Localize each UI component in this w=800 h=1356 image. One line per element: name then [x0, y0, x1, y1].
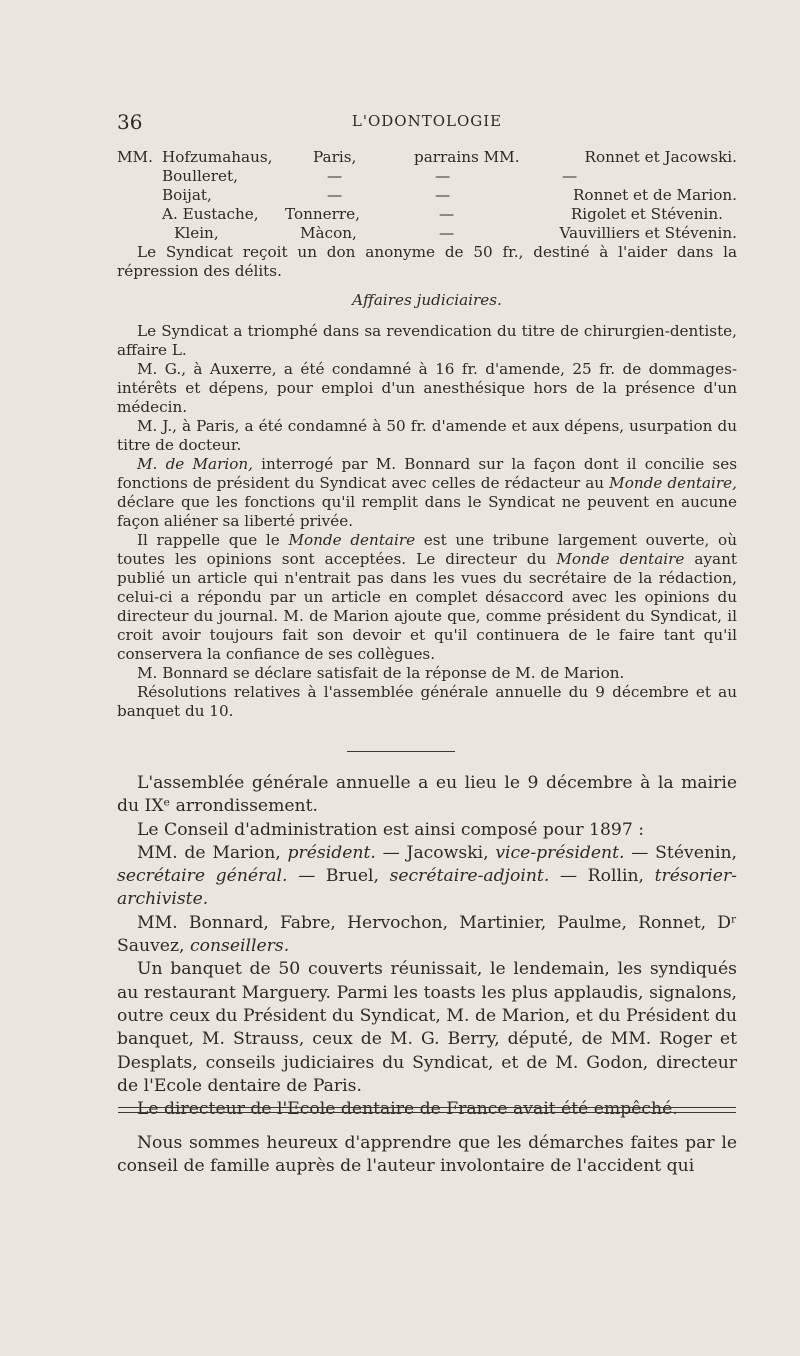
paragraph-assemblee: L'assemblée générale annuelle a eu lieu le 9 décembre à la mairie du IXᵉ arrondissement.: [117, 773, 737, 817]
member-role: —: [435, 186, 451, 204]
member-row: [117, 148, 737, 167]
member-city: —: [327, 186, 343, 204]
text-run: — Bruel,: [287, 866, 390, 887]
member-sponsors: Ronnet et Jacowski.: [584, 148, 737, 166]
text-run: déclare que les fonctions qu'il remplit dans le Syndicat ne peuvent en aucune façon aliéner sa liberté privée.: [117, 493, 737, 530]
member-sponsors: Vauvilliers et Stévenin.: [559, 224, 737, 242]
role-title: secrétaire général.: [117, 866, 288, 887]
paragraph-empeche: Le directeur de l'Ecole dentaire de France avait été empêché.: [137, 1099, 678, 1120]
member-name: Boijat,: [162, 186, 212, 204]
member-prefix: MM.: [117, 148, 153, 166]
paragraph-conseillers: [117, 912, 737, 959]
member-name: Klein,: [174, 224, 219, 242]
journal-title: Monde dentaire,: [609, 474, 737, 492]
member-row: [117, 167, 737, 186]
member-city: Tonnerre,: [285, 205, 360, 223]
member-city: Màcon,: [300, 224, 357, 242]
member-role: parrains MM.: [414, 148, 520, 166]
text-run: Il rappelle que le: [137, 531, 289, 549]
body-large: [117, 772, 737, 1121]
paragraph-judiciaire: M. G., à Auxerre, a été condamné à 16 fr. d'amende, 25 fr. de dommages-intérêts et dépens, pour emploi d'un anesthésique hors de la présence d'un médecin.: [117, 360, 737, 416]
page-header: [117, 110, 737, 134]
text-run: — Jacowski,: [375, 842, 496, 863]
paragraph-conseil: Le Conseil d'administration est ainsi composé pour 1897 :: [137, 819, 645, 840]
text-run: ayant publié un article qui n'entrait pas dans les vues du secrétaire de la rédaction, celui-ci a répondu par un article en complet désaccord avec les opinions du directeur du journal. M. de Marion ajoute que, comme président du Syndicat, il croit avoir toujours fait son devoir et qu'il continuera de le faire tant qu'il conservera la confiance de ses collègues.: [117, 550, 737, 663]
member-role: —: [439, 224, 455, 242]
member-row: [117, 205, 737, 224]
paragraph-don: Le Syndicat reçoit un don anonyme de 50 fr., destiné à l'aider dans la répression des délits.: [117, 243, 737, 280]
member-name: Hofzumahaus,: [162, 148, 273, 166]
member-name: Boulleret,: [162, 167, 238, 185]
member-role: —: [439, 205, 455, 223]
member-row: [117, 224, 737, 243]
members-list: [117, 148, 737, 243]
role-title: trésorier-archiviste.: [117, 866, 737, 910]
person-name: M. de Marion,: [137, 455, 253, 473]
paragraph-marion: [117, 455, 737, 531]
member-role: —: [435, 167, 451, 185]
double-rule-divider: [118, 1107, 736, 1113]
member-sponsors: Ronnet et de Marion.: [573, 186, 737, 204]
role-title: vice-président.: [495, 842, 625, 863]
text-run: est une tribune largement ouverte, où toutes les opinions sont acceptées. Le directeur du: [117, 531, 737, 568]
role-title: secrétaire-adjoint.: [389, 866, 550, 887]
text-run: MM. Bonnard, Fabre, Hervochon, Martinier, Paulme, Ronnet, Dʳ Sauvez,: [117, 912, 737, 957]
paragraph-judiciaire: M. J., à Paris, a été condamné à 50 fr. d'amende et aux dépens, usurpation du titre de docteur.: [117, 417, 737, 454]
paragraph-bureau: [117, 842, 737, 912]
paragraph-final: Nous sommes heureux d'apprendre que les démarches faites par le conseil de famille auprès de l'auteur involontaire de l'accident qui: [117, 1133, 737, 1177]
body-final: [117, 1132, 737, 1179]
paragraph-banquet: Un banquet de 50 couverts réunissait, le lendemain, les syndiqués au restaurant Marguery. Parmi les toasts les plus applaudis, signalons, outre ceux du Président du Syndicat, M. de Marion, et du Président du banquet, M. Strauss, ceux de M. G. Berry, député, de MM. Roger et Desplats, conseils judiciaires du Syndicat, et de M. Godon, directeur de l'Ecole dentaire de Paris.: [117, 959, 737, 1096]
text-run: — Rollin,: [549, 866, 655, 887]
member-sponsors: Rigolet et Stévenin.: [570, 205, 723, 223]
paragraph-judiciaire: Le Syndicat a triomphé dans sa revendication du titre de chirurgien-dentiste, affaire L.: [117, 322, 737, 359]
journal-title: Monde dentaire: [288, 531, 416, 549]
member-city: —: [327, 167, 343, 185]
paragraph-rappel: [117, 531, 737, 664]
role-title: conseillers.: [189, 936, 290, 957]
paragraph-bonnard: M. Bonnard se déclare satisfait de la réponse de M. de Marion.: [137, 664, 625, 682]
running-title: L'ODONTOLOGIE: [351, 112, 503, 130]
section-divider: [347, 751, 455, 752]
member-city: Paris,: [313, 148, 357, 166]
text-run: interrogé par M. Bonnard sur la façon dont il concilie ses fonctions de président du Syndicat avec celles de rédacteur au: [117, 455, 737, 492]
text-run: — Stévenin,: [624, 842, 737, 863]
journal-title: Monde dentaire: [556, 550, 685, 568]
member-sponsors: —: [562, 167, 578, 185]
text-run: MM. de Marion,: [137, 842, 288, 863]
body-small: [117, 243, 737, 721]
role-title: président.: [287, 842, 376, 863]
member-name: A. Eustache,: [162, 205, 259, 223]
section-title: Affaires judiciaires.: [352, 291, 502, 309]
page-number: 36: [117, 110, 143, 134]
paragraph-resolutions: Résolutions relatives à l'assemblée générale annuelle du 9 décembre et au banquet du 10.: [117, 683, 737, 720]
member-row: [117, 186, 737, 205]
